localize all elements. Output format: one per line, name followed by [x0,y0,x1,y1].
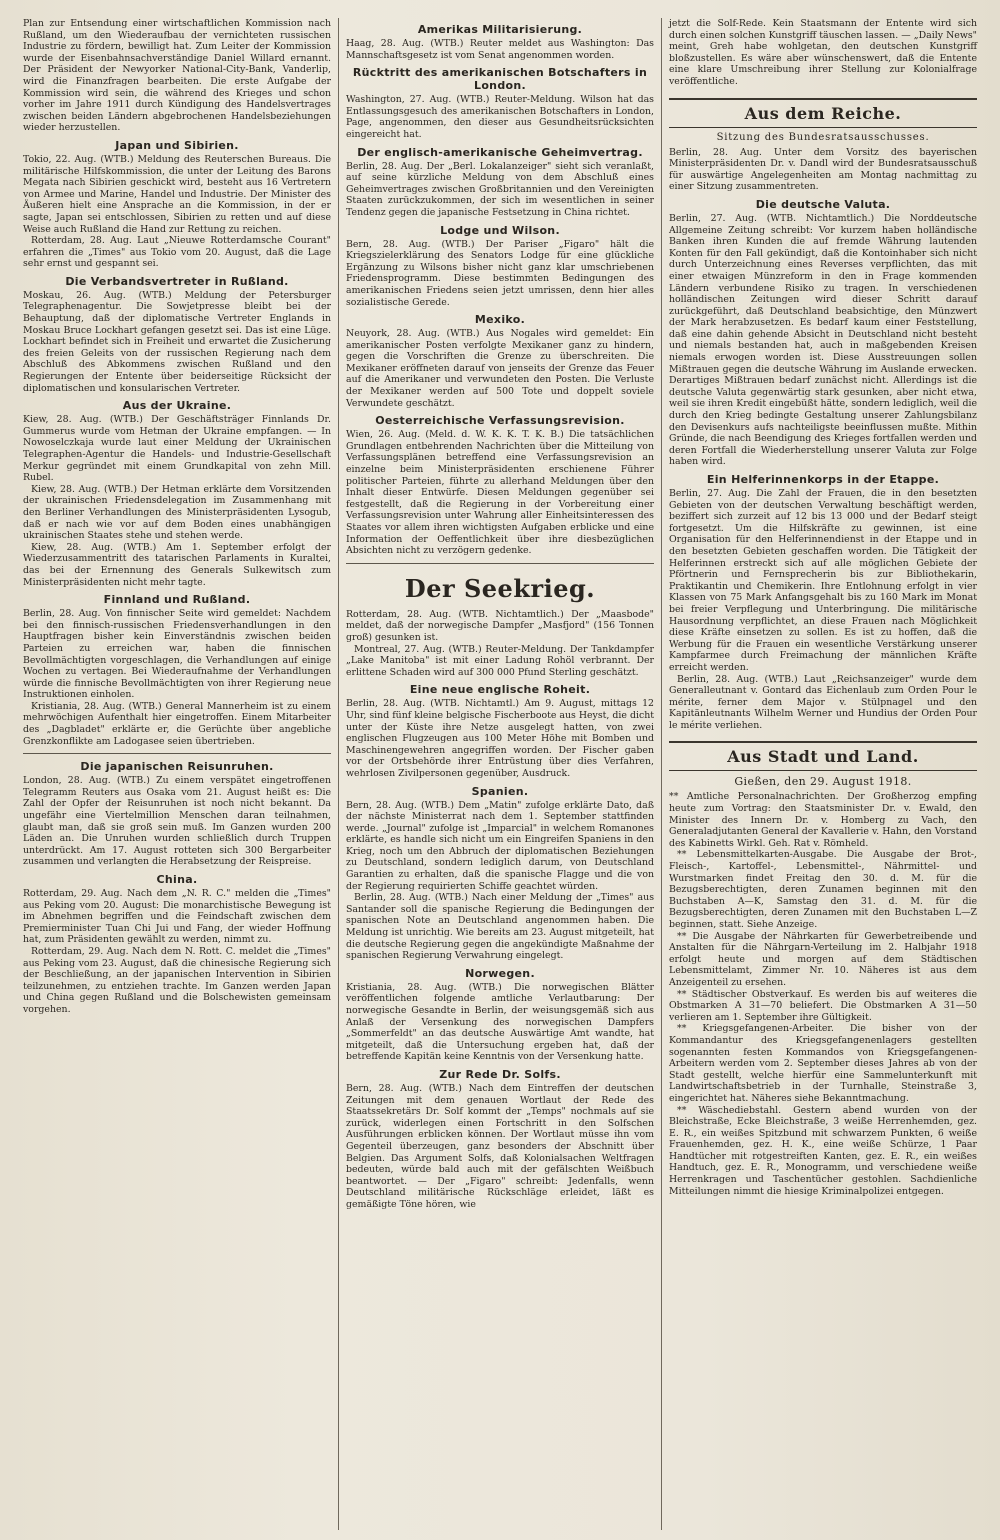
article-heading: Der englisch-amerikanische Geheimvertrag. [357,145,643,159]
article-paragraph: Berlin, 28. Aug. Von finnischer Seite wird gemeldet: Nachdem bei den finnisch-russischen Friedensverhandlungen in den Hauptfragen bisher kein Einverständnis zwischen beiden Parteien zu erreichen war, haben die finnischen Bevollmächtigten vorgeschlagen, die Verhandlungen auf einige Wochen zu vertagen. Bei Wiederaufnahme der Verhandlungen würde die finnische Bevollmächtigten von ihrer Regierung neue Instruktionen einholen. [23,608,331,701]
article-paragraph: Rotterdam, 29. Aug. Nach dem „N. R. C." melden die „Times" aus Peking vom 20. August: Die monarchistische Bewegung ist im Abnehmen begriffen und die Feindschaft zwischen dem Premierminister Tuan Chi Jui und Fang, der wieder Hoffnung hat, zum Präsidenten gewählt zu werden, nimmt zu. [23,888,331,946]
article-paragraph: Haag, 28. Aug. (WTB.) Reuter meldet aus Washington: Das Mannschaftsgesetz ist vom Senat angenommen worden. [346,38,654,61]
article-paragraph: Kristiania, 28. Aug. (WTB.) Die norwegischen Blätter veröffentlichen folgende amtliche Verlautbarung: Der norwegische Gesandte in Berlin, der weisungsgemäß sich aus Anlaß der Versenkung des norwegischen Dampfers „Sommerfeldt" an das deutsche Auswärtige Amt wandte, hat mitgeteilt, daß die Untersuchung ergeben hat, daß der betreffende Kapitän keine Kenntnis von der Versenkung hatte. [346,981,654,1063]
article-paragraph: Berlin, 28. Aug. (WTB.) Laut „Reichsanzeiger" wurde dem Generalleutnant v. Gontard das Eichenlaub zum Orden Pour le mérite, ferner dem Major v. Stülpnagel und den Kapitänleutnants Wilhelm Werner und Hundius der Orden Pour le mérite verliehen. [669,673,977,731]
article-heading: Lodge und Wilson. [440,223,560,237]
article-heading: Zur Rede Dr. Solfs. [439,1067,561,1081]
article-heading: Rücktritt des amerikanischen Botschafters in London. [352,66,648,93]
article-paragraph: Wien, 26. Aug. (Meld. d. W. K. K. T. K. B.) Die tatsächlichen Grundlagen entbehrenden Nachrichten über die Mitteilung von Verfassungsplänen betreffend eine Verfassungsrevision an einzelne beim Ministerpräsidenten erschienene Führer politischer Parteien, führte zu allerhand Meldungen über den Inhalt dieser Entwürfe. Diesen Meldungen gegenüber sei festgestellt, daß die Regierung in der Vorbereitung einer Verfassungsrevision unter Wahrung aller Einheitsinteressen des Staates vor allem ihren wichtigsten Aufgaben erblicke und eine Information der Oeffentlichkeit über ihre diesbezüglichen Absichten nicht zu verzögern gedenke. [346,429,654,557]
column-3 [661,18,984,1530]
article-paragraph: Kristiania, 28. Aug. (WTB.) General Mannerheim ist zu einem mehrwöchigen Aufenthalt hier eingetroffen. Einem Mitarbeiter des „Dagbladet" erklärte er, die Gerüchte über angebliche Grenzkonflikte am Ladogasee seien übertrieben. [23,700,331,747]
article-paragraph: ** Städtischer Obstverkauf. Es werden bis auf weiteres die Obstmarken A 31—70 beliefert. Die Obstmarken A 31—50 verlieren am 1. September ihre Gültigkeit. [669,988,977,1023]
article-heading: Japan und Sibirien. [115,138,239,152]
article-heading: Aus der Ukraine. [122,399,232,413]
article-paragraph: Moskau, 26. Aug. (WTB.) Meldung der Petersburger Telegraphenagentur. Die Sowjetpresse bleibt bei der Behauptung, daß der diplomatische Vertreter Englands in Moskau Bruce Lockhart gefangen gesetzt sei. Das ist eine Lüge. Lockhart befindet sich in Freiheit und erwartet die Zusicherung des freien Geleits von der russischen Regierung nach dem Abschluß des Abkommens zwischen Rußland und den Regierungen der Entente über beiderseitige Rücksicht der diplomatischen und konsularischen Vertreter. [23,289,331,394]
article-paragraph: Berlin, 28. Aug. Unter dem Vorsitz des bayerischen Ministerpräsidenten Dr. v. Dandl wird der Bundesratsausschuß für auswärtige Angelegenheiten am Montag nachmittag zu einer Sitzung zusammentreten. [669,146,977,193]
article-paragraph: Washington, 27. Aug. (WTB.) Reuter-Meldung. Wilson hat das Entlassungsgesuch des amerikanischen Botschafters in London, Page, angenommen, den dieser aus Gesundheitsrücksichten eingereicht hat. [346,94,654,140]
article-heading: Die deutsche Valuta. [755,197,891,211]
article-heading: Norwegen. [465,966,535,980]
article-paragraph: ** Wäschediebstahl. Gestern abend wurden von der Bleichstraße, Ecke Bleichstraße, 3 weiße Herrenhemden, gez. E. R., ein weißes Spitzbund mit schwarzem Punkten, 6 weiße Frauenhemden, gez. H. K., eine weiße Schürze, 1 Paar Handtücher mit rotgestreiften Kanten, gez. E. R., ein weißes Handtuch, gez. E. R., Monogramm, und verschiedene weiße Herrenkragen und Taschentücher gestohlen. Sachdienliche Mitteilungen nimmt die hiesige Kriminalpolizei entgegen. [669,1104,977,1197]
article-paragraph: London, 28. Aug. (WTB.) Zu einem verspätet eingetroffenen Telegramm Reuters aus Osaka vom 21. August heißt es: Die Zahl der Opfer der Reisunruhen ist noch nicht bekannt. Da ungefähr eine Viertelmillion Menschen daran teilnahmen, glaubt man, daß sie groß sein muß. Im Ganzen wurden 200 Läden an. Die Unruhen wurden schließlich durch Truppen unterdrückt. Am 17. August rotteten sich 300 Bergarbeiter zusammen und verlangten die Herabsetzung der Reispreise. [23,775,331,868]
article-paragraph: ** Die Ausgabe der Nährkarten für Gewerbetreibende und Anstalten für die Nährgarn-Verteilung im 2. Halbjahr 1918 erfolgt heute und morgen auf dem Städtischen Lebensmittelamt, Zimmer Nr. 10. Näheres ist aus dem Anzeigenteil zu ersehen. [669,930,977,988]
article-subheading: Sitzung des Bundesratsausschusses. [716,131,930,143]
section-title-stadt-und-land: Aus Stadt und Land. [669,741,977,771]
article-paragraph: Bern, 28. Aug. (WTB.) Der Pariser „Figaro" hält die Kriegszielerklärung des Senators Lodge für eine glückliche Ergänzung zu Wilsons bisher nicht ganz klar umschriebenen Friedensprogramm. Diese bestimmten Bedingungen des amerikanischen Friedens seien jetzt umrissen, denn hier alles sozialistische Gerede. [346,238,654,308]
article-paragraph: Bern, 28. Aug. (WTB.) Nach dem Eintreffen der deutschen Zeitungen mit dem genauen Wortlaut der Rede des Staatssekretärs Dr. Solf kommt der „Temps" nochmals auf sie zurück, widerlegen einen Fortschritt in den Solfschen Ausführungen erblicken können. Der Wortlaut müsse ihn vom Gegenteil überzeugen, ganz besonders der Abschnitt über Belgien. Das Argument Solfs, daß Kolonialsachen Weltfragen bedeuten, würde bald auch mit der gefälschten Weißbuch beantwortet. — Der „Figaro" schreibt: Jedenfalls, wenn Deutschland militärische Rückschläge erleidet, läßt es gemäßigte Töne hören, wie [346,1082,654,1210]
article-paragraph: ** Amtliche Personalnachrichten. Der Großherzog empfing heute zum Vortrag: den Staatsminister Dr. v. Ewald, den Minister des Innern Dr. v. Homberg zu Vach, den Generaladjutanten General der Kavallerie v. Hahn, den Vorstand des Kabinetts Wirkl. Geh. Rat v. Römheld. [669,791,977,849]
article-paragraph: Berlin, 28. Aug. (WTB. Nichtamtl.) Am 9. August, mittags 12 Uhr, sind fünf kleine belgische Fischerboote aus Heyst, die dicht unter der Küste ihre Netze ausgelegt hatten, von zwei englischen Flugzeugen aus 100 Meter Höhe mit Bomben und Maschinengewehren angegriffen worden. Der Fischer gaben vor der Ortsbehörde ihrer Entrüstung über dies Verfahren, wehrlosen Zivilpersonen gegenüber, Ausdruck. [346,698,654,779]
article-paragraph: Berlin, 27. Aug. (WTB. Nichtamtlich.) Die Norddeutsche Allgemeine Zeitung schreibt: Vor kurzem haben holländische Banken ihren Kunden die auf fremde Währung lautenden Konten für den Fall gekündigt, daß die Kontoinhaber sich nicht durch Unterzeichnung eines Reverses verpflichten, das mit einer etwaigen Münzreform in den in Frage kommenden Ländern verbundene Risiko zu tragen. In verschiedenen holländischen Zeitungen wird dieser Schritt darauf zurückgeführt, daß Deutschland beabsichtige, den Münzwert der Mark herabzusetzen. Es bedarf kaum einer Feststellung, daß eine dahin gehende Absicht in Deutschland nicht besteht und niemals bestanden hat, auch in maßgebenden Kreisen niemals erwogen worden ist. Diese Ausstreuungen sollen Mißtrauen gegen die deutsche Währung im Auslande erwecken. Derartiges Mißtrauen bedarf zunächst nicht. Allerdings ist die deutsche Valuta gegenwärtig stark gesunken, aber nicht etwa, weil sie ihren Kredit eingebüßt hätte, sondern lediglich, weil die durch den Krieg bedingte Gestaltung unserer Zahlungsbilanz den Devisenkurs aufs nachteiligste beeinflussen mußte. Mithin Gründe, die nach Beendigung des Krieges fortfallen werden und deren Fortfall die Wiederherstellung unserer Valuta zur Folge haben wird. [669,212,977,468]
divider [23,753,331,754]
article-heading: Finnland und Rußland. [103,593,251,607]
article-heading: Die japanischen Reisunruhen. [80,760,274,774]
article-paragraph: Tokio, 22. Aug. (WTB.) Meldung des Reuterschen Bureaus. Die militärische Hilfskommission, die unter der Leitung des Barons Megata nach Sibirien geschickt wird, besteht aus 16 Vertretern von Armee und Marine, Handel und Industrie. Der Minister des Äußeren hielt eine Ansprache an die Kommission, in der er sagte, Japan sei entschlossen, Sibirien zu retten und auf diese Weise auch Rußland die Hand zur Rettung zu reichen. [23,153,331,235]
article-heading: China. [156,873,198,886]
article-paragraph: Berlin, 28. Aug. Der „Berl. Lokalanzeiger" sieht sich veranlaßt, auf seine kürzliche Meldung von dem Abschluß eines Geheimvertrages zwischen Großbritannien und den Vereinigten Staaten zurückzukommen, der sich im wesentlichen in seiner Tendenz gegen die japanische Festsetzung in China richtet. [346,160,654,218]
column-1 [16,18,338,1530]
dateline: Gießen, den 29. August 1918. [734,775,912,789]
article-paragraph: Rotterdam, 28. Aug. (WTB. Nichtamtlich.) Der „Maasbode" meldet, daß der norwegische Dampfer „Masfjord" (156 Tonnen groß) gesunken ist. [346,608,654,643]
article-paragraph: Bern, 28. Aug. (WTB.) Dem „Matin" zufolge erklärte Dato, daß der nächste Ministerrat nach dem 1. September stattfinden werde. „Journal" zufolge ist „Imparcial" in welchem Romanones erklärte, es handle sich nicht um ein Eingreifen Spaniens in den Krieg, noch um den Abbruch der diplomatischen Beziehungen zu Deutschland, sondern lediglich darum, von Deutschland Garantien zu erhalten, daß die spanische Flagge und die von der Regierung requirierten Schiffe geachtet würden. [346,799,654,892]
article-paragraph: Kiew, 28. Aug. (WTB.) Am 1. September erfolgt der Wiederzusammentritt des tatarischen Parlaments in Kuraltei, das bei der Ernennung des Generals Sulkewitsch zum Ministerpräsidenten nicht mehr tagte. [23,541,331,588]
article-paragraph: Berlin, 28. Aug. (WTB.) Nach einer Meldung der „Times" aus Santander soll die spanische Regierung die Bedingungen der spanischen Note an Deutschland angenommen haben. Die Meldung ist unrichtig. Wie bereits am 23. August mitgeteilt, hat die deutsche Regierung gegen die angekündigte Maßnahme der spanischen Regierung Verwahrung eingelegt. [346,892,654,962]
article-paragraph: Rotterdam, 29. Aug. Nach dem N. Rott. C. meldet die „Times" aus Peking vom 23. August, daß die chinesische Regierung sich der Beschließung, an der japanischen Intervention in Sibirien teilzunehmen, zu entziehen trachte. Im Ganzen werden Japan und China gegen Rußland und die Bolschewisten gemeinsam vorgehen. [23,945,331,1015]
article-heading: Eine neue englische Roheit. [409,683,591,697]
article-heading: Mexiko. [474,313,526,327]
article-paragraph: Plan zur Entsendung einer wirtschaftlichen Kommission nach Rußland, um den Wiederaufbau der vernichteten russischen Industrie zu fördern, bewilligt hat. Zum Leiter der Kommission wurde der Eisenbahnsachverständige Daniel Willard ernannt. Der Präsident der Newyorker National-City-Bank, Vanderlip, wird die Finanzfragen bearbeiten. Die erste Aufgabe der Kommission wird sein, die während des Krieges und schon vorher im Jahre 1911 durch Kündigung des Handelsvertrages zwischen beiden Ländern abgebrochenen Handelsbeziehungen wieder herzustellen. [23,18,331,134]
article-heading: Die Verbandsvertreter in Rußland. [65,274,289,288]
article-paragraph: Neuyork, 28. Aug. (WTB.) Aus Nogales wird gemeldet: Ein amerikanischer Posten verfolgte Mexikaner ganz zu hindern, gegen die Vorschriften die Grenze zu überschreiten. Die Mexikaner eröffneten darauf von jenseits der Grenze das Feuer auf die Amerikaner und verwundeten den Posten. Die Verluste der Mexikaner werden auf 500 Tote und doppelt soviele Verwundete geschätzt. [346,328,654,409]
divider [346,563,654,564]
article-paragraph: jetzt die Solf-Rede. Kein Staatsmann der Entente wird sich durch einen solchen Kunstgriff täuschen lassen. — „Daily News" meint, Greh habe wohlgetan, den deutschen Kunstgriff bloßzustellen. Es wäre aber wünschenswert, daß die Entente eine klare Umschreibung ihrer Stellung zur Kolonialfrage veröffentliche. [669,18,977,87]
article-paragraph: Kiew, 28. Aug. (WTB.) Der Geschäftsträger Finnlands Dr. Gummerus wurde vom Hetman der Ukraine empfangen. — In Nowoselczkaja wurde laut einer Meldung der Ukrainischen Telegraphen-Agentur die Handels- und Industrie-Gesellschaft Merkur gegründet mit einem Grundkapital von zehn Mill. Rubel. [23,414,331,484]
article-paragraph: ** Kriegsgefangenen-Arbeiter. Die bisher von der Kommandantur des Kriegsgefangenenlagers gestellten sogenannten festen Kommandos von Kriegsgefangenen-Arbeitern werden vom 2. September dieses Jahres ab von der Stadt gestellt, welche hierfür eine Sammelunterkunft mit Landwirtschaftsbetrieb in der Turnhalle, Steinstraße 3, eingerichtet hat. Näheres siehe Bekanntmachung. [669,1023,977,1104]
article-paragraph: Montreal, 27. Aug. (WTB.) Reuter-Meldung. Der Tankdampfer „Lake Manitoba" ist mit einer Ladung Rohöl verbrannt. Der erlittene Schaden wird auf 300 000 Pfund Sterling geschätzt. [346,643,654,678]
section-title-reich: Aus dem Reiche. [669,98,977,128]
article-heading: Spanien. [471,784,529,798]
columns [16,18,984,1530]
article-heading: Oesterreichische Verfassungsrevision. [375,414,625,428]
article-paragraph: Berlin, 27. Aug. Die Zahl der Frauen, die in den besetzten Gebieten von der deutschen Verwaltung beschäftigt werden, beziffert sich zurzeit auf 12 bis 13 000 und der Bedarf steigt fortgesetzt. Um die Hilfskräfte zu gewinnen, ist eine Organisation für den Helferinnendienst in der Etappe und in den besetzten Gebieten geschaffen worden. Die Tätigkeit der Helferinnen erstreckt sich auf alle möglichen Gebiete der Pförtnerin und Fernsprecherin bis zur Bibliothekarin, Praktikantin und Chemikerin. Ihre Entlohnung erfolgt in vier Klassen von 75 Mark Anfangsgehalt bis zu 160 Mark im Monat bei freier Verpflegung und Unterbringung. Die militärische Hausordnung verpflichtet, an diese Frauen nach Möglichkeit diese Kräfte einsetzen zu sollen. Es ist zu hoffen, daß die Werbung für die Frauen ein wesentliche Verstärkung unserer Kampfarmee durch Freimachung der männlichen Kräfte erreicht werden. [669,488,977,673]
article-heading: Ein Helferinnenkorps in der Etappe. [706,473,940,486]
article-paragraph: ** Lebensmittelkarten-Ausgabe. Die Ausgabe der Brot-, Fleisch-, Kartoffel-, Lebensmittel-, Nährmittel- und Wurstmarken findet Freitag den 30. d. M. für die Bezugsberechtigten, deren Zunamen beginnen mit den Buchstaben A—K, Samstag den 31. d. M. für die Bezugsberechtigten, deren Zunamen mit den Buchstaben L—Z beginnen, statt. Siehe Anzeige. [669,849,977,930]
column-2 [338,18,661,1530]
article-heading: Amerikas Militarisierung. [417,23,583,36]
article-paragraph: Rotterdam, 28. Aug. Laut „Nieuwe Rotterdamsche Courant" erfahren die „Times" aus Tokio vom 20. August, daß die Lage sehr ernst und gespannt sei. [23,235,331,270]
section-title-seekrieg: Der Seekrieg. [404,573,596,603]
article-paragraph: Kiew, 28. Aug. (WTB.) Der Hetman erklärte dem Vorsitzenden der ukrainischen Friedensdelegation im Zusammenhang mit den Berliner Verhandlungen des Ministerpräsidenten Lysogub, daß er nach wie vor auf dem Boden eines unabhängigen ukrainischen Staates stehe und stehen werde. [23,483,331,542]
